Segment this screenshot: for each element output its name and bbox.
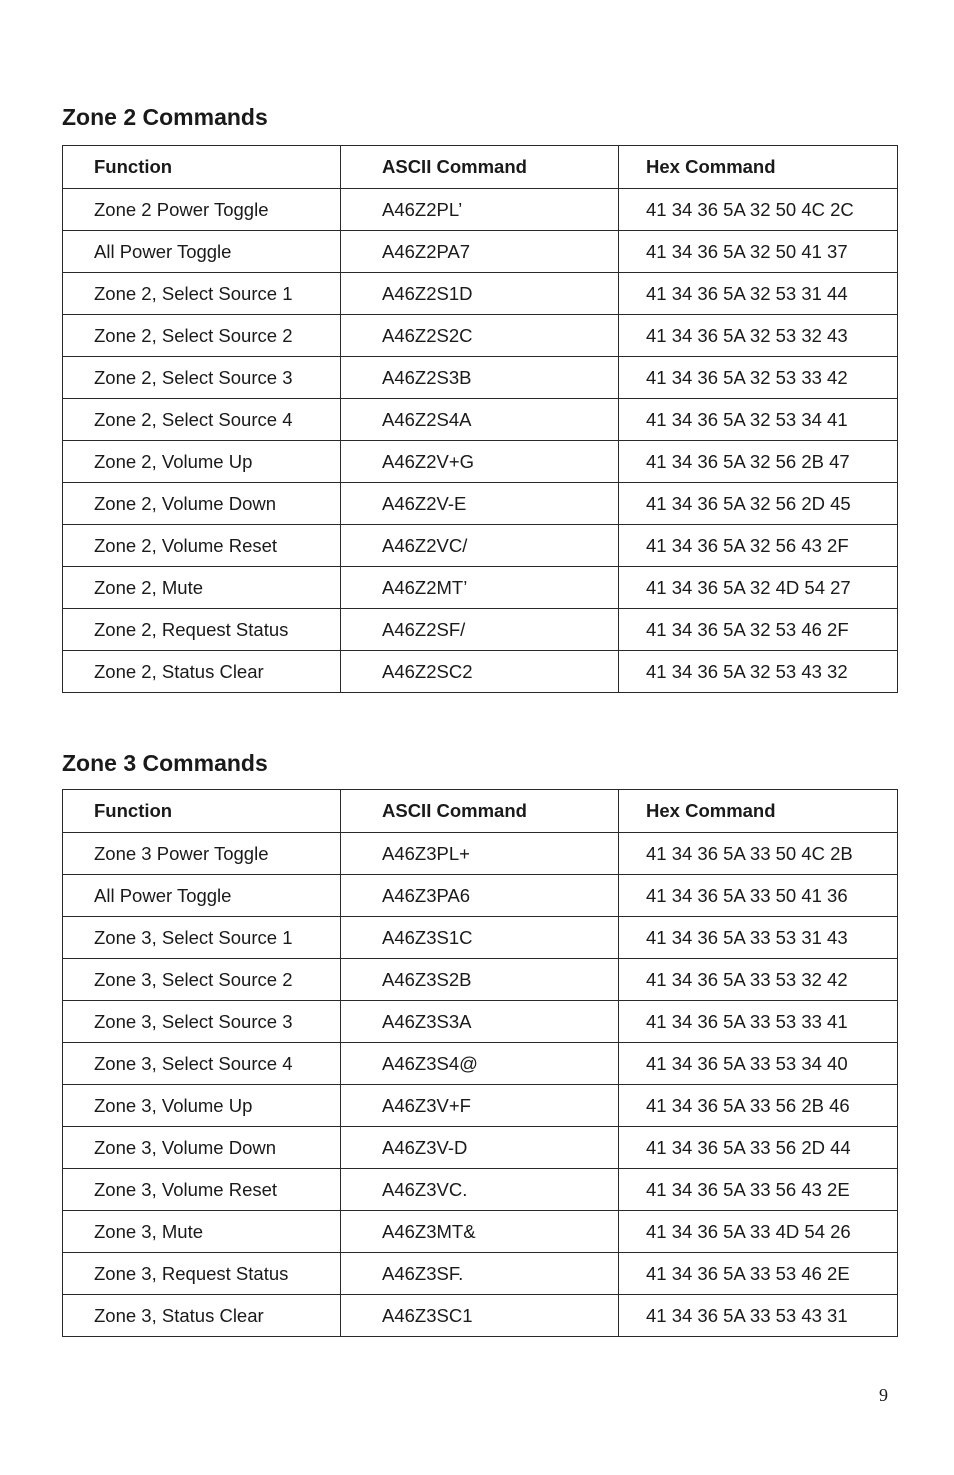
table-row <box>63 875 898 917</box>
ascii-command-cell: A46Z3SF. <box>341 1253 619 1295</box>
hex-command-cell: 41 34 36 5A 32 50 41 37 <box>619 231 898 273</box>
function-cell: Zone 2, Status Clear <box>63 651 341 693</box>
header-function: Function <box>63 146 341 189</box>
ascii-command-cell: A46Z2SF/ <box>341 609 619 651</box>
function-cell: Zone 3 Power Toggle <box>63 833 341 875</box>
ascii-command-cell: A46Z3V+F <box>341 1085 619 1127</box>
hex-command-cell: 41 34 36 5A 32 4D 54 27 <box>619 567 898 609</box>
ascii-command-cell: A46Z2S1D <box>341 273 619 315</box>
table-row <box>63 1043 898 1085</box>
table-row <box>63 441 898 483</box>
hex-command-cell: 41 34 36 5A 33 56 43 2E <box>619 1169 898 1211</box>
table-row <box>63 399 898 441</box>
table-row <box>63 651 898 693</box>
hex-command-cell: 41 34 36 5A 33 50 41 36 <box>619 875 898 917</box>
hex-command-cell: 41 34 36 5A 33 50 4C 2B <box>619 833 898 875</box>
header-ascii-command: ASCII Command <box>341 790 619 833</box>
function-cell: Zone 3, Request Status <box>63 1253 341 1295</box>
function-cell: Zone 2, Mute <box>63 567 341 609</box>
zone3-commands-table <box>62 789 898 1337</box>
table-row <box>63 567 898 609</box>
function-cell: Zone 3, Select Source 3 <box>63 1001 341 1043</box>
table-header-row <box>63 146 898 189</box>
ascii-command-cell: A46Z3VC. <box>341 1169 619 1211</box>
function-cell: Zone 3, Volume Up <box>63 1085 341 1127</box>
table-row <box>63 1001 898 1043</box>
table-row <box>63 357 898 399</box>
function-cell: Zone 3, Select Source 2 <box>63 959 341 1001</box>
header-ascii-command: ASCII Command <box>341 146 619 189</box>
ascii-command-cell: A46Z2SC2 <box>341 651 619 693</box>
function-cell: Zone 2, Volume Up <box>63 441 341 483</box>
table-header-row <box>63 790 898 833</box>
hex-command-cell: 41 34 36 5A 33 53 32 42 <box>619 959 898 1001</box>
ascii-command-cell: A46Z3SC1 <box>341 1295 619 1337</box>
hex-command-cell: 41 34 36 5A 32 53 32 43 <box>619 315 898 357</box>
ascii-command-cell: A46Z3V-D <box>341 1127 619 1169</box>
hex-command-cell: 41 34 36 5A 32 53 46 2F <box>619 609 898 651</box>
ascii-command-cell: A46Z2V+G <box>341 441 619 483</box>
hex-command-cell: 41 34 36 5A 33 56 2D 44 <box>619 1127 898 1169</box>
ascii-command-cell: A46Z3S1C <box>341 917 619 959</box>
hex-command-cell: 41 34 36 5A 33 53 34 40 <box>619 1043 898 1085</box>
function-cell: All Power Toggle <box>63 231 341 273</box>
hex-command-cell: 41 34 36 5A 33 53 43 31 <box>619 1295 898 1337</box>
hex-command-cell: 41 34 36 5A 32 56 2B 47 <box>619 441 898 483</box>
function-cell: Zone 2, Select Source 4 <box>63 399 341 441</box>
function-cell: Zone 3, Mute <box>63 1211 341 1253</box>
hex-command-cell: 41 34 36 5A 32 53 34 41 <box>619 399 898 441</box>
ascii-command-cell: A46Z3S3A <box>341 1001 619 1043</box>
table-row <box>63 483 898 525</box>
ascii-command-cell: A46Z3PL+ <box>341 833 619 875</box>
table-row <box>63 833 898 875</box>
hex-command-cell: 41 34 36 5A 33 53 46 2E <box>619 1253 898 1295</box>
function-cell: Zone 2, Select Source 1 <box>63 273 341 315</box>
hex-command-cell: 41 34 36 5A 32 56 2D 45 <box>619 483 898 525</box>
table-row <box>63 1169 898 1211</box>
ascii-command-cell: A46Z2PL’ <box>341 189 619 231</box>
ascii-command-cell: A46Z2MT’ <box>341 567 619 609</box>
ascii-command-cell: A46Z3S2B <box>341 959 619 1001</box>
ascii-command-cell: A46Z2S2C <box>341 315 619 357</box>
function-cell: Zone 2, Volume Down <box>63 483 341 525</box>
ascii-command-cell: A46Z2V-E <box>341 483 619 525</box>
function-cell: Zone 3, Status Clear <box>63 1295 341 1337</box>
ascii-command-cell: A46Z2PA7 <box>341 231 619 273</box>
hex-command-cell: 41 34 36 5A 32 53 31 44 <box>619 273 898 315</box>
function-cell: All Power Toggle <box>63 875 341 917</box>
table-row <box>63 315 898 357</box>
header-function: Function <box>63 790 341 833</box>
zone3-section-title: Zone 3 Commands <box>62 750 268 776</box>
table-row <box>63 1211 898 1253</box>
page-number: 9 <box>879 1385 888 1405</box>
table-row <box>63 1127 898 1169</box>
zone2-section-title: Zone 2 Commands <box>62 104 268 130</box>
hex-command-cell: 41 34 36 5A 33 56 2B 46 <box>619 1085 898 1127</box>
ascii-command-cell: A46Z3S4@ <box>341 1043 619 1085</box>
function-cell: Zone 3, Volume Reset <box>63 1169 341 1211</box>
hex-command-cell: 41 34 36 5A 32 53 33 42 <box>619 357 898 399</box>
hex-command-cell: 41 34 36 5A 32 53 43 32 <box>619 651 898 693</box>
header-hex-command: Hex Command <box>619 146 898 189</box>
hex-command-cell: 41 34 36 5A 33 53 33 41 <box>619 1001 898 1043</box>
hex-command-cell: 41 34 36 5A 33 4D 54 26 <box>619 1211 898 1253</box>
function-cell: Zone 3, Volume Down <box>63 1127 341 1169</box>
hex-command-cell: 41 34 36 5A 32 56 43 2F <box>619 525 898 567</box>
function-cell: Zone 2 Power Toggle <box>63 189 341 231</box>
table-row <box>63 959 898 1001</box>
table-row <box>63 189 898 231</box>
table-row <box>63 273 898 315</box>
function-cell: Zone 2, Request Status <box>63 609 341 651</box>
table-row <box>63 1295 898 1337</box>
table-row <box>63 231 898 273</box>
function-cell: Zone 3, Select Source 4 <box>63 1043 341 1085</box>
ascii-command-cell: A46Z2S3B <box>341 357 619 399</box>
table-row <box>63 609 898 651</box>
function-cell: Zone 2, Select Source 3 <box>63 357 341 399</box>
ascii-command-cell: A46Z2VC/ <box>341 525 619 567</box>
table-row <box>63 525 898 567</box>
function-cell: Zone 2, Volume Reset <box>63 525 341 567</box>
function-cell: Zone 3, Select Source 1 <box>63 917 341 959</box>
function-cell: Zone 2, Select Source 2 <box>63 315 341 357</box>
hex-command-cell: 41 34 36 5A 33 53 31 43 <box>619 917 898 959</box>
ascii-command-cell: A46Z3PA6 <box>341 875 619 917</box>
hex-command-cell: 41 34 36 5A 32 50 4C 2C <box>619 189 898 231</box>
ascii-command-cell: A46Z3MT& <box>341 1211 619 1253</box>
table-row <box>63 1253 898 1295</box>
table-row <box>63 917 898 959</box>
header-hex-command: Hex Command <box>619 790 898 833</box>
zone2-commands-table <box>62 145 898 693</box>
ascii-command-cell: A46Z2S4A <box>341 399 619 441</box>
table-row <box>63 1085 898 1127</box>
